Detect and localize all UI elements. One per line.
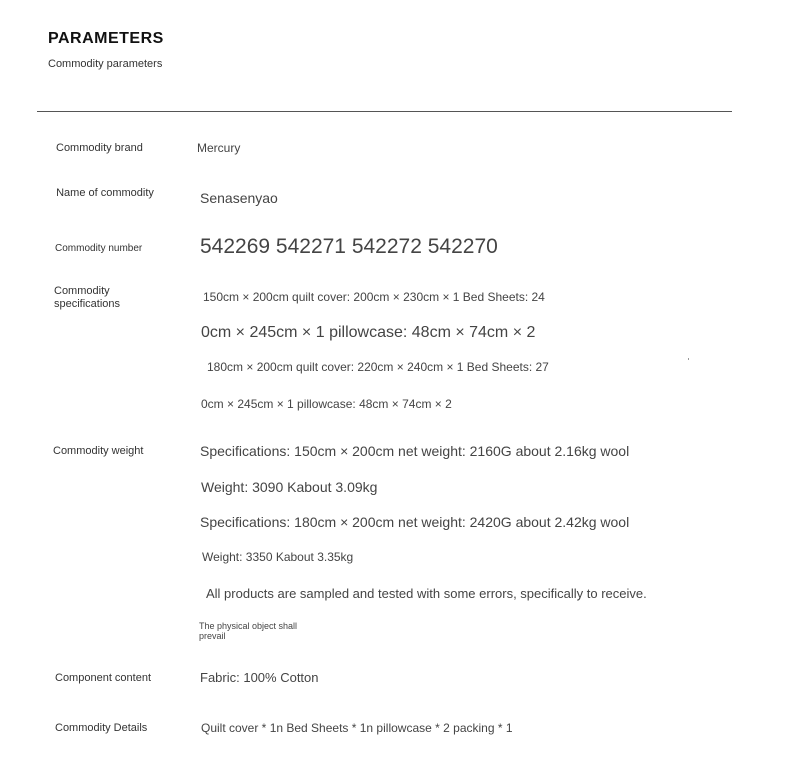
weight-footnote: The physical object shall prevail <box>199 621 298 641</box>
header-divider <box>37 111 732 112</box>
specs-line-3: 180cm × 200cm quilt cover: 220cm × 240cm × 1 Bed Sheets: 27 <box>207 360 549 374</box>
number-label: Commodity number <box>55 243 143 254</box>
name-label: Name of commodity <box>56 187 154 199</box>
weight-label: Commodity weight <box>53 445 144 457</box>
weight-line-1: Specifications: 150cm × 200cm net weight: 2160G about 2.16kg wool <box>200 443 630 459</box>
page-title: PARAMETERS <box>48 30 164 47</box>
weight-line-4: Weight: 3350 Kabout 3.35kg <box>202 550 354 564</box>
number-value: 542269 542271 542272 542270 <box>200 235 498 258</box>
brand-label: Commodity brand <box>56 142 143 154</box>
component-label: Component content <box>55 672 152 684</box>
page-subtitle: Commodity parameters <box>48 58 163 70</box>
component-value: Fabric: 100% Cotton <box>200 670 319 685</box>
weight-disclaimer: All products are sampled and tested with some errors, specifically to receive. <box>206 586 647 601</box>
stray-dot <box>688 358 689 360</box>
specs-line-4: 0cm × 245cm × 1 pillowcase: 48cm × 74cm × 2 <box>201 397 452 411</box>
details-value: Quilt cover * 1n Bed Sheets * 1n pillowcase * 2 packing * 1 <box>201 721 513 735</box>
details-label: Commodity Details <box>55 722 148 734</box>
specs-line-1: 150cm × 200cm quilt cover: 200cm × 230cm × 1 Bed Sheets: 24 <box>203 290 545 304</box>
specs-label: Commodity specifications <box>54 285 121 310</box>
weight-line-3: Specifications: 180cm × 200cm net weight: 2420G about 2.42kg wool <box>200 514 630 530</box>
name-value: Senasenyao <box>200 190 278 206</box>
weight-line-2: Weight: 3090 Kabout 3.09kg <box>201 479 378 495</box>
specs-line-2: 0cm × 245cm × 1 pillowcase: 48cm × 74cm × 2 <box>201 324 536 341</box>
brand-value: Mercury <box>197 141 241 155</box>
